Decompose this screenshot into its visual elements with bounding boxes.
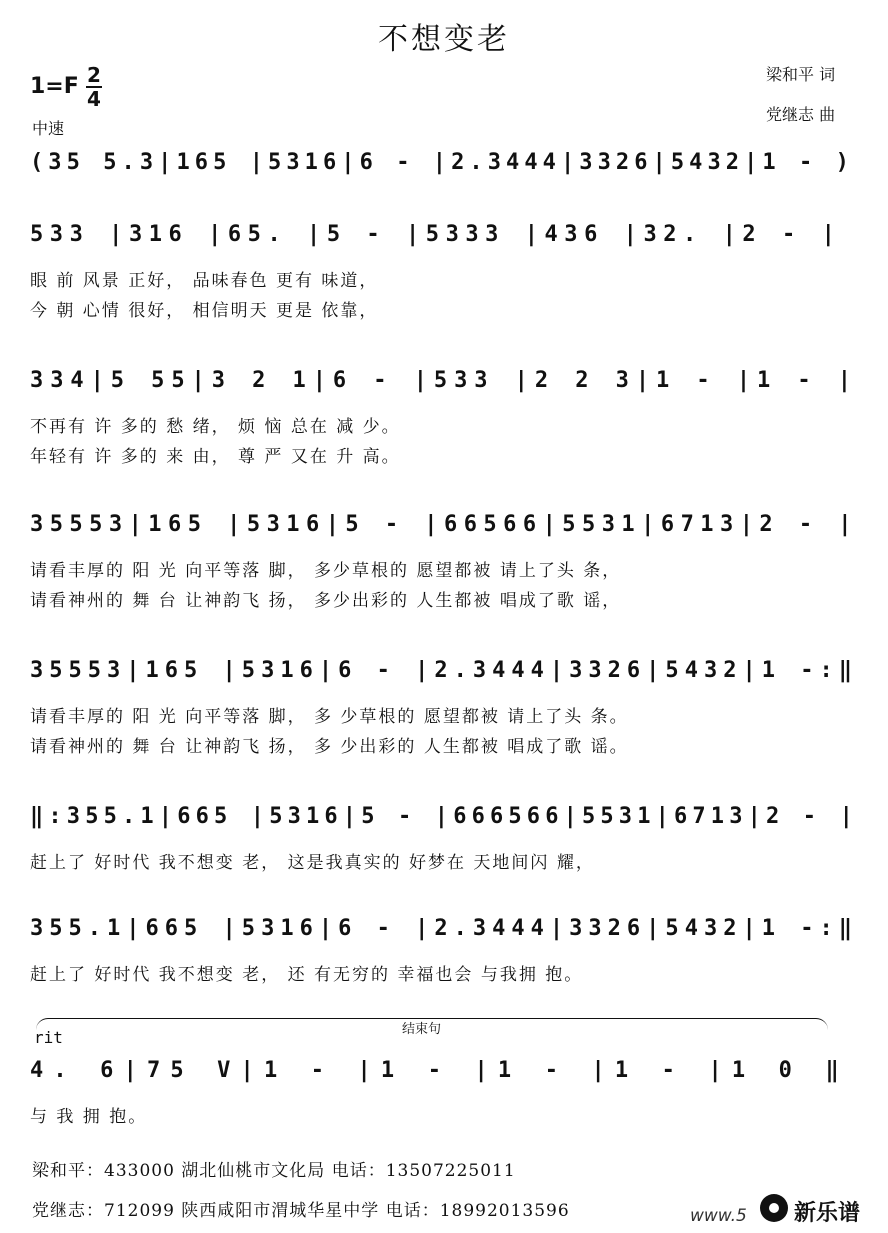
notation-line: 35553|165 |5316|5 - |66566|5531|6713|2 - | [30, 512, 858, 537]
notation-line: 4. 6|75 V|1 - |1 - |1 - |1 - |1 0 ‖ [30, 1058, 849, 1083]
lyric-line: 不再有 许 多的 愁 绪， 烦 恼 总在 减 少。 [30, 417, 401, 437]
time-signature [86, 64, 102, 110]
time-signature-bottom: 4 [87, 87, 101, 111]
notation-line: ‖:355.1|665 |5316|5 - |666566|5531|6713|2 - | [30, 804, 858, 829]
vinyl-record-icon [760, 1194, 788, 1222]
lyric-line: 年轻有 许 多的 来 由， 尊 严 又在 升 高。 [30, 447, 401, 467]
footer-contact-lyricist: 梁和平：433000 湖北仙桃市文化局 电话：13507225011 [32, 1161, 516, 1181]
notation-line: (35 5.3|165 |5316|6 - |2.3444|3326|5432|1 - ) [30, 150, 854, 175]
lyric-line: 请看丰厚的 阳 光 向平等落 脚， 多少草根的 愿望都被 请上了头 条， [30, 561, 622, 581]
lyricist-credit: 梁和平 词 [766, 65, 836, 84]
footer-contact-composer: 党继志：712099 陕西咸阳市渭城华星中学 电话：18992013596 [32, 1201, 570, 1221]
notation-line: 334|5 55|3 2 1|6 - |533 |2 2 3|1 - |1 - | [30, 368, 858, 393]
lyric-line: 请看神州的 舞 台 让神韵飞 扬， 多少出彩的 人生都被 唱成了歌 谣， [30, 591, 622, 611]
ending-label: 结束句 [402, 1022, 442, 1037]
lyric-line: 今 朝 心情 很好， 相信明天 更是 依靠， [30, 301, 379, 321]
lyric-line: 请看神州的 舞 台 让神韵飞 扬， 多 少出彩的 人生都被 唱成了歌 谣。 [30, 737, 629, 757]
watermark-url: www.5 [690, 1206, 747, 1226]
song-title: 不想变老 [378, 22, 510, 57]
notation-line: 355.1|665 |5316|6 - |2.3444|3326|5432|1 -:‖ [30, 916, 858, 941]
lyric-line: 请看丰厚的 阳 光 向平等落 脚， 多 少草根的 愿望都被 请上了头 条。 [30, 707, 629, 727]
time-signature-top: 2 [87, 63, 101, 87]
lyric-line: 眼 前 风景 正好， 品味春色 更有 味道， [30, 271, 379, 291]
watermark-site-name: 新乐谱 [794, 1201, 861, 1226]
composer-credit: 党继志 曲 [766, 105, 836, 124]
notation-line: 35553|165 |5316|6 - |2.3444|3326|5432|1 -:‖ [30, 658, 858, 683]
lyric-line: 与 我 拥 抱。 [30, 1107, 148, 1127]
tempo-marking: 中速 [32, 119, 65, 138]
lyric-line: 赶上了 好时代 我不想变 老， 这是我真实的 好梦在 天地间闪 耀， [30, 853, 595, 873]
notation-line: 533 |316 |65. |5 - |5333 |436 |32. |2 - | [30, 222, 842, 247]
key-signature: 1=F [30, 74, 79, 99]
rit-marking: rit [34, 1028, 63, 1047]
lyric-line: 赶上了 好时代 我不想变 老， 还 有无穷的 幸福也会 与我拥 抱。 [30, 965, 584, 985]
